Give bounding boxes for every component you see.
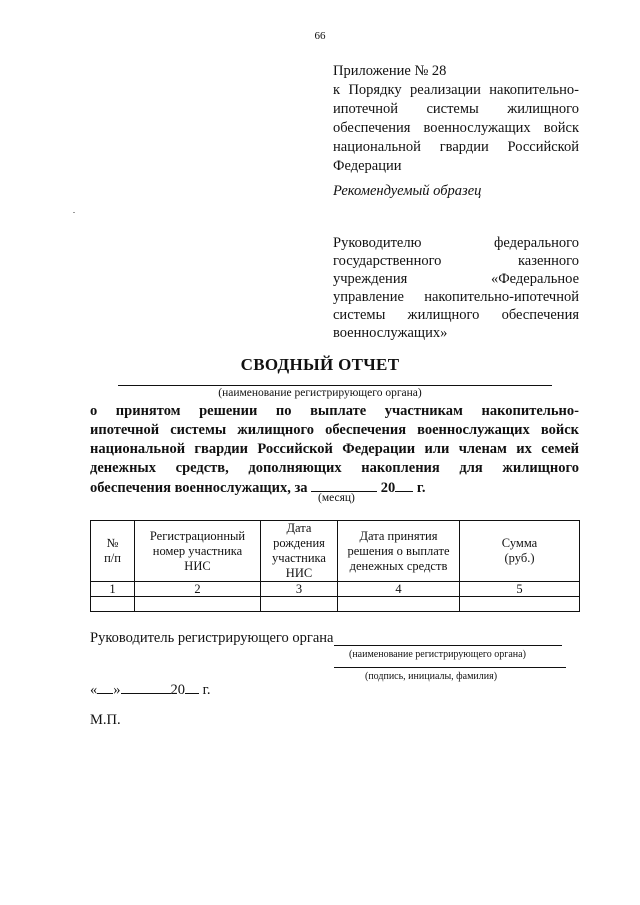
addressee-line: системы жилищного обеспечения [333,307,579,323]
addressee-block [333,234,579,342]
table-row [91,582,580,597]
subject-line: денежных средств, дополняющих накопления для жилищного [90,460,579,476]
addressee-line: государственного казенного [333,253,579,269]
table-cell: 4 [338,582,460,597]
appendix-line: национальной гвардии Российской [333,139,579,155]
table-cell [460,597,580,612]
col-header-birth-date: Дата рождения участника НИС [261,521,338,582]
report-title: СВОДНЫЙ ОТЧЕТ [240,355,400,374]
addressee-line: военнослужащих» [333,325,448,341]
addressee-line: Руководителю федерального [333,235,579,251]
appendix-line: ипотечной системы жилищного [333,101,579,117]
date-year-prefix: 20 [170,682,185,698]
col-header-number: № п/п [91,521,135,582]
subject-last-prefix: обеспечения военнослужащих, за [90,480,308,496]
addressee-line: управление накопительно-ипотечной [333,289,579,305]
report-subject [90,402,579,498]
date-open-quote: « [90,682,98,698]
year-blank [395,478,413,492]
org-name-line [118,385,552,386]
appendix-line: к Порядку реализации накопительно- [333,82,579,98]
col-header-reg-number: Регистрационный номер участника НИС [135,521,261,582]
addressee-line: учреждения «Федеральное [333,271,579,287]
table-cell [338,597,460,612]
table-cell: 1 [91,582,135,597]
table-cell: 5 [460,582,580,597]
month-blank-2 [121,680,171,694]
month-caption: (месяц) [318,492,355,504]
subject-line: о принятом решении по выплате участникам накопительно- [90,403,579,419]
margin-mark [73,212,75,213]
table-row [91,597,580,612]
appendix-line: обеспечения военнослужащих войск [333,120,579,136]
col-header-decision-date: Дата принятия решения о выплате денежных средств [338,521,460,582]
stamp-label: М.П. [90,712,121,728]
report-table [90,520,580,612]
subject-line: ипотечной системы жилищного обеспечения военнослужащих войск [90,422,579,438]
year-blank-2 [185,680,199,694]
date-line [90,680,211,699]
col-header-amount: Сумма (руб.) [460,521,580,582]
org-name-caption: (наименование регистрирующего органа) [218,387,422,399]
appendix-block [333,62,579,176]
signature-line [334,667,566,668]
date-close-quote: » [113,682,121,698]
page-number: 66 [314,30,326,42]
table-cell [261,597,338,612]
table-cell: 3 [261,582,338,597]
head-signature-label: Руководитель регистрирующего органа [90,630,334,646]
month-blank [311,478,377,492]
day-blank [97,680,113,694]
subject-year-prefix: 20 [380,480,396,496]
signature-caption: (подпись, инициалы, фамилия) [365,671,498,682]
subject-year-suffix: г. [416,480,426,496]
table-cell [135,597,261,612]
appendix-title: Приложение № 28 [333,63,447,79]
org-name-caption-2: (наименование регистрирующего органа) [349,649,526,660]
subject-line: национальной гвардии Российской Федерации или членам их семей [90,441,579,457]
table-cell [91,597,135,612]
table-header-row [91,521,580,582]
org-name-line-2 [334,645,562,646]
date-year-suffix: г. [202,682,211,698]
appendix-line: Федерации [333,158,402,174]
table-cell: 2 [135,582,261,597]
sample-label: Рекомендуемый образец [333,183,482,199]
